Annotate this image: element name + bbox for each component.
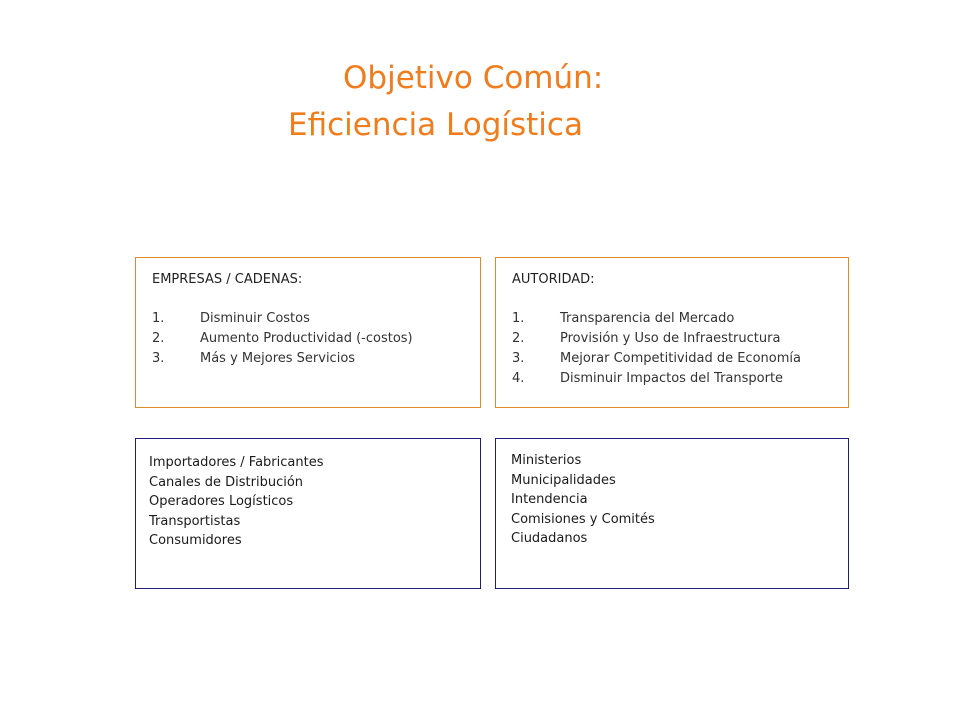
list-item: Canales de Distribución (149, 474, 304, 490)
item-text: Más y Mejores Servicios (200, 351, 356, 366)
list-item (512, 369, 801, 389)
item-number: 2. (512, 331, 525, 346)
list-item (152, 309, 413, 329)
autoridad-box (495, 257, 849, 408)
title-line-1: Objetivo Común: (343, 60, 604, 96)
autoridad-heading: AUTORIDAD: (512, 272, 595, 287)
item-number: 3. (152, 351, 165, 366)
list-item (152, 329, 413, 349)
list-item: Ministerios (511, 453, 582, 468)
list-item: Comisiones y Comités (511, 511, 655, 527)
list-item: Consumidores (149, 533, 242, 548)
item-number: 3. (512, 351, 525, 366)
list-item: Intendencia (511, 492, 588, 507)
list-item (512, 309, 801, 329)
item-number: 2. (152, 331, 165, 346)
empresas-list (152, 309, 413, 369)
title-line-2: Eficiencia Logística (288, 107, 583, 143)
actores-privados-list (149, 453, 323, 551)
autoridad-list (512, 309, 801, 389)
item-text: Provisión y Uso de Infraestructura (560, 331, 781, 346)
list-item (512, 349, 801, 369)
empresas-box (135, 257, 481, 408)
actores-publicos-list (511, 451, 655, 549)
item-number: 1. (512, 311, 525, 326)
item-text: Disminuir Impactos del Transporte (560, 371, 784, 386)
empresas-heading: EMPRESAS / CADENAS: (152, 272, 303, 287)
list-item: Transportistas (149, 513, 241, 529)
list-item: Ciudadanos (511, 531, 588, 546)
actores-privados-box (135, 438, 481, 589)
list-item: Municipalidades (511, 472, 616, 488)
item-text: Mejorar Competitividad de Economía (560, 351, 801, 366)
item-text: Transparencia del Mercado (560, 311, 735, 326)
item-number: 4. (512, 371, 525, 386)
list-item (512, 329, 801, 349)
item-text: Aumento Productividad (-costos) (200, 331, 413, 346)
list-item: Operadores Logísticos (149, 494, 294, 509)
item-number: 1. (152, 311, 165, 326)
list-item: Importadores / Fabricantes (149, 455, 324, 470)
item-text: Disminuir Costos (200, 311, 310, 326)
list-item (152, 349, 413, 369)
actores-publicos-box (495, 438, 849, 589)
